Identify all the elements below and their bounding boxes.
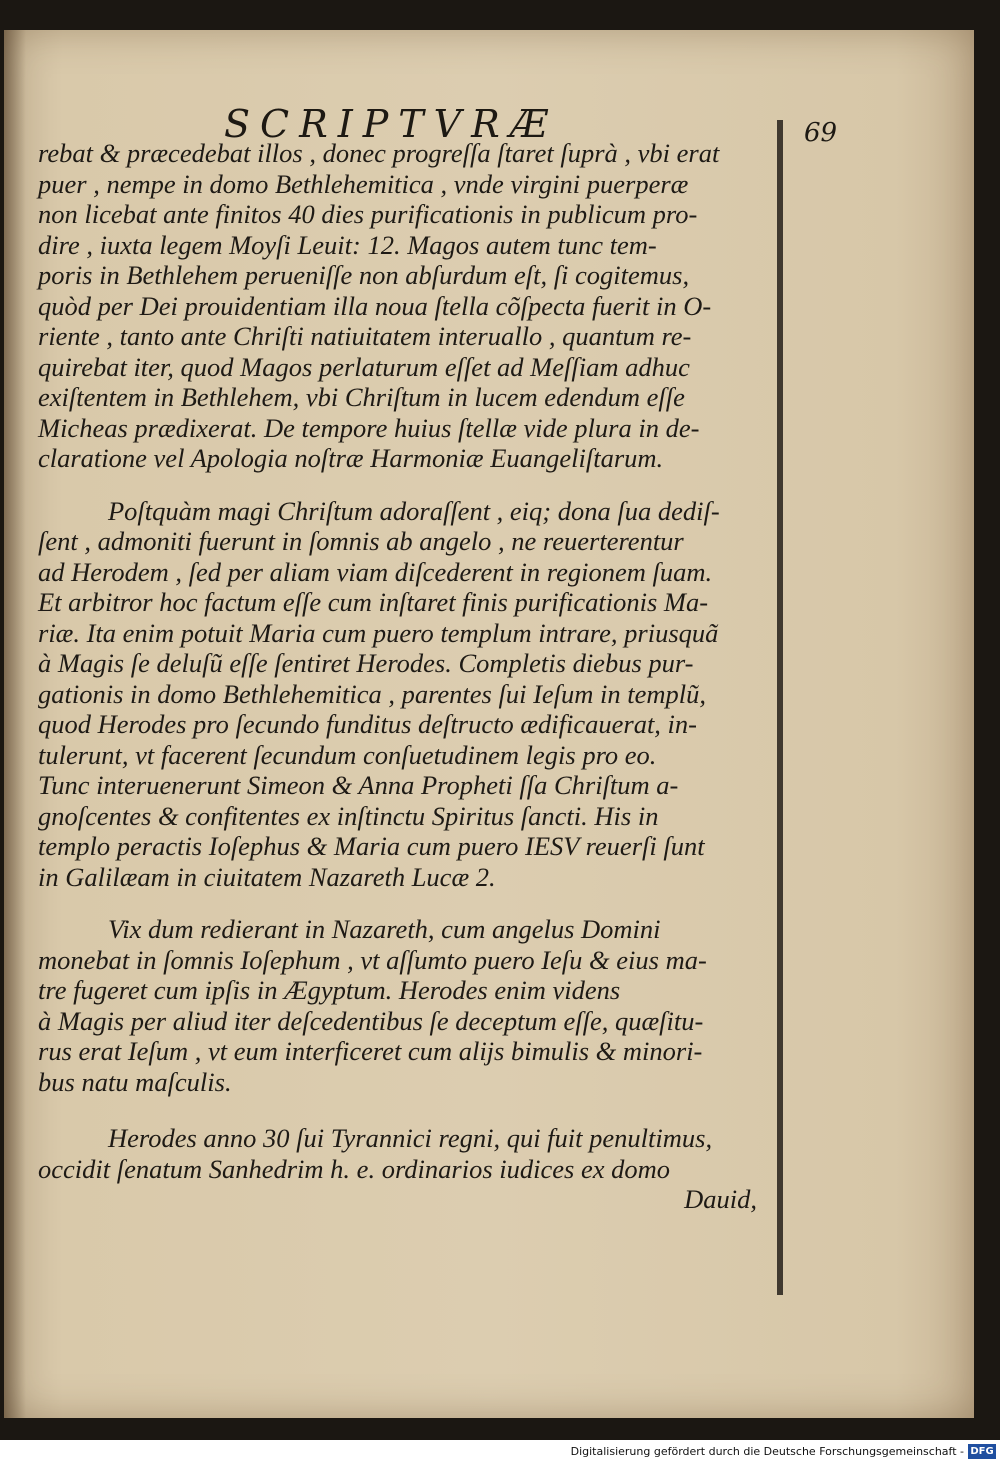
text-line: templo peractis Ioſephus & Maria cum puero IESV reuerſi ſunt (38, 831, 705, 861)
text-line: puer , nempe in domo Bethlehemitica , vnde virgini puerperæ (38, 168, 689, 199)
running-head: SCRIPTVRÆ (224, 102, 558, 146)
text-line: Micheas prædixerat. De tempore huius ſtellæ vide plura in de- (38, 412, 700, 443)
text-line: tulerunt, vt facerent ſecundum conſuetudinem legis pro eo. (38, 739, 657, 770)
text-line: non licebat ante finitos 40 dies purificationis in publicum pro- (38, 199, 698, 229)
text-line: ad Herodem , ſed per aliam viam diſcederent in regionem ſuam. (38, 556, 713, 587)
text-line: Herodes anno 30 ſui Tyrannici regni, qui fuit penultimus, (108, 1123, 713, 1153)
text-line: rebat & præcedebat illos , donec progreſſa ſtaret ſuprà , vbi erat (38, 138, 720, 168)
body-text (38, 138, 783, 1215)
text-line: quod Herodes pro ſecundo funditus deſtructo ædificauerat, in- (38, 709, 697, 739)
text-line: exiſtentem in Bethlehem, vbi Chriſtum in lucem edendum eſſe (38, 382, 685, 412)
text-line: ſent , admoniti fuerunt in ſomnis ab angelo , ne reuerterentur (38, 526, 684, 556)
text-line: Tunc interuenerunt Simeon & Anna Propheti ſſa Chriſtum a- (38, 770, 679, 800)
paragraph (38, 914, 783, 1097)
text-line: gnoſcentes & confitentes ex inſtinctu Spiritus ſancti. His in (38, 800, 659, 831)
text-line: bus natu maſculis. (38, 1066, 232, 1097)
book-page (4, 30, 974, 1418)
text-line: à Magis per aliud iter deſcedentibus ſe deceptum eſſe, quæſitu- (38, 1005, 704, 1036)
text-line: riæ. Ita enim potuit Maria cum puero templum intrare, priusquã (38, 617, 719, 648)
text-line: quirebat iter, quod Magos perlaturum eſſet ad Meſſiam adhuc (38, 351, 690, 382)
text-line: occidit ſenatum Sanhedrim h. e. ordinarios iudices ex domo (38, 1153, 670, 1184)
text-line: poris in Bethlehem perueniſſe non abſurdum eſt, ſi cogitemus, (38, 260, 690, 290)
text-line: riente , tanto ante Chriſti natiuitatem interuallo , quantum re- (38, 321, 692, 351)
catchword: Dauid, (684, 1184, 757, 1214)
text-line: à Magis ſe deluſũ eſſe ſentiret Herodes. Completis diebus pur- (38, 648, 694, 678)
text-line: dire , iuxta legem Moyſi Leuit: 12. Magos autem tunc tem- (38, 229, 657, 260)
dfg-logo: DFG (968, 1444, 996, 1459)
text-line: gationis in domo Bethlehemitica , parentes ſui Ieſum in templũ, (38, 678, 707, 709)
text-line: Vix dum redierant in Nazareth, cum angelus Domini (108, 914, 661, 944)
text-line: quòd per Dei prouidentiam illa noua ſtella cõſpecta fuerit in O- (38, 290, 712, 321)
text-line: Poſtquàm magi Chriſtum adoraſſent , eiq; dona ſua dediſ- (108, 495, 720, 526)
footer-credit: Digitalisierung gefördert durch die Deutsche Forschungsgemeinschaft - (570, 1445, 964, 1458)
paragraph (38, 496, 783, 893)
paragraph (38, 1123, 783, 1215)
text-line: claratione vel Apologia noſtræ Harmoniæ Euangeliſtarum. (38, 443, 664, 473)
paragraph (38, 138, 783, 474)
page-number: 69 (804, 118, 838, 148)
text-line: rus erat Ieſum , vt eum interficeret cum alijs bimulis & minori- (38, 1036, 703, 1066)
text-line: Et arbitror hoc factum eſſe cum inſtaret finis purificationis Ma- (38, 587, 709, 617)
text-line: tre fugeret cum ipſis in Ægyptum. Herodes enim videns (38, 975, 621, 1005)
footer-bar (0, 1440, 1000, 1464)
text-line: monebat in ſomnis Ioſephum , vt aſſumto puero Ieſu & eius ma- (38, 944, 707, 975)
text-line: in Galilæam in ciuitatem Nazareth Lucæ 2. (38, 861, 496, 892)
